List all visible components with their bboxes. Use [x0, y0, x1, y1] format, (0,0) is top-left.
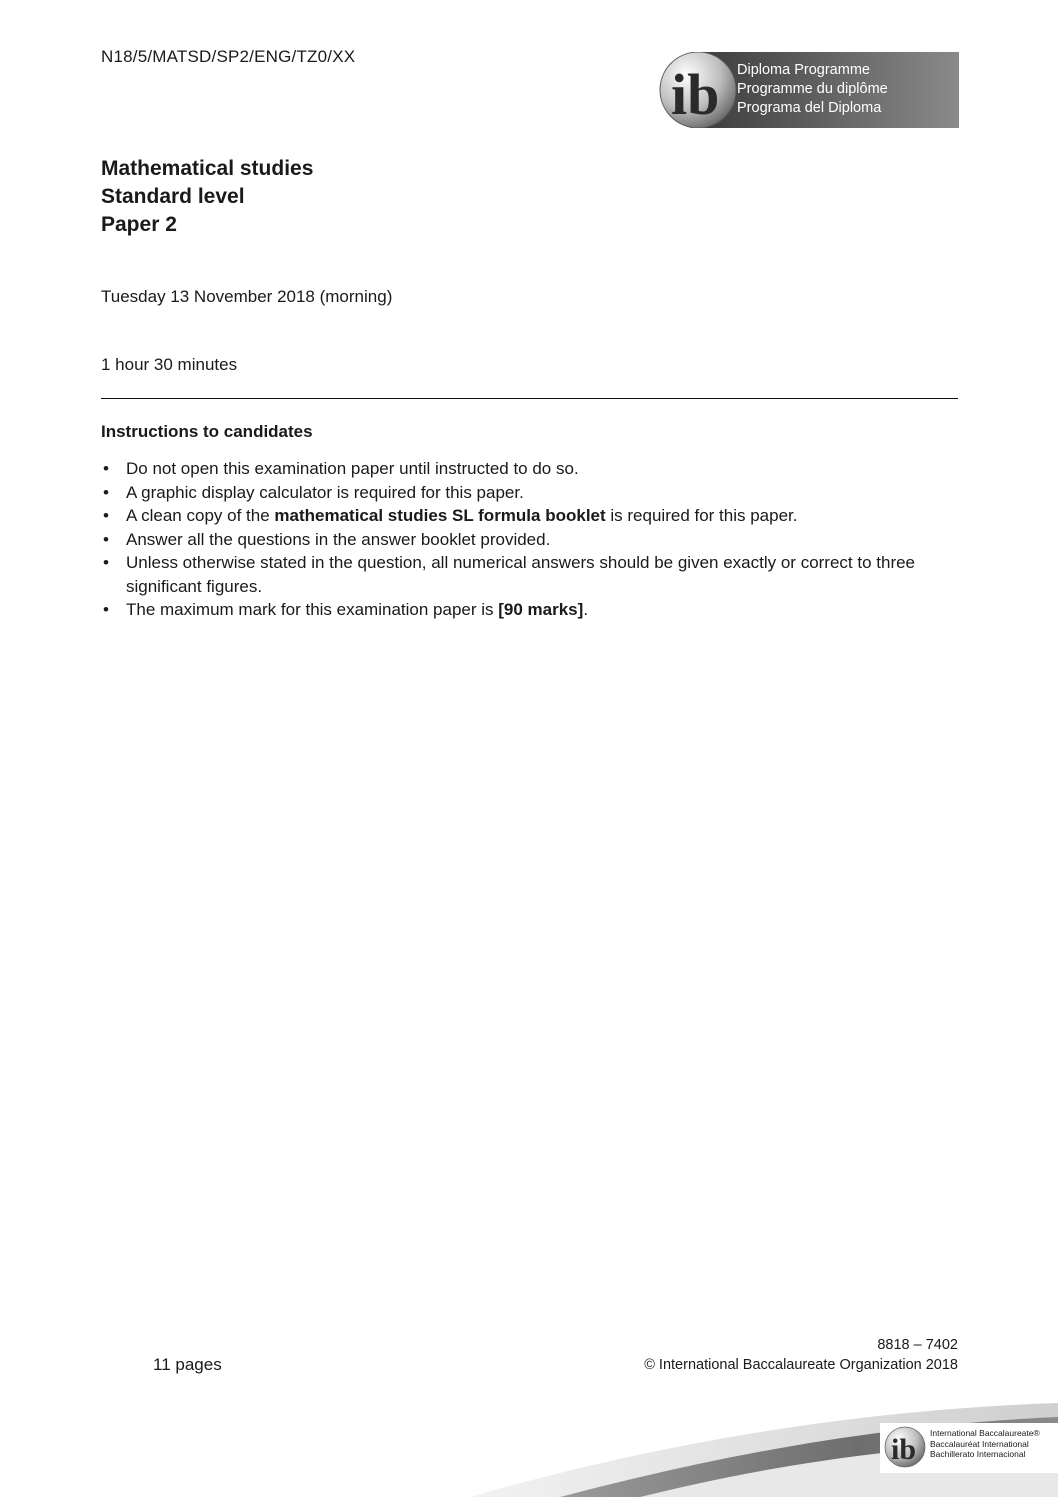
- svg-text:ib: ib: [671, 62, 720, 127]
- ib-line-fr: Baccalauréat International: [930, 1438, 1029, 1449]
- instruction-item: [101, 457, 958, 481]
- subject-title: Mathematical studies: [101, 157, 314, 180]
- formula-booklet-name: mathematical studies SL formula booklet: [274, 506, 606, 525]
- ib-line-es: Bachillerato Internacional: [930, 1449, 1026, 1459]
- bullet-icon: •: [103, 506, 109, 525]
- swoosh-graphic: [0, 1395, 1058, 1497]
- instruction-text: Answer all the questions in the answer booklet provided.: [126, 529, 551, 549]
- logo-line-es: Programa del Diploma: [737, 100, 882, 116]
- footer-swoosh: [0, 1395, 1058, 1497]
- bullet-icon: •: [103, 553, 109, 572]
- ib-diploma-logo: [657, 52, 959, 128]
- paper-code: N18/5/MATSD/SP2/ENG/TZ0/XX: [101, 47, 356, 66]
- instructions-list: [101, 457, 958, 622]
- bullet-icon: •: [103, 482, 109, 502]
- instruction-text: Do not open this examination paper until instructed to do so.: [126, 459, 579, 478]
- instructions-heading: Instructions to candidates: [101, 422, 313, 441]
- bullet-icon: •: [103, 600, 109, 619]
- copyright: © International Baccalaureate Organization 2018: [644, 1357, 958, 1373]
- ib-org-text: [930, 1428, 1040, 1460]
- bullet-icon: •: [103, 459, 109, 478]
- instruction-text: A graphic display calculator is required for this paper.: [126, 482, 524, 502]
- reference-code: 8818 – 7402: [877, 1337, 958, 1353]
- page-count: 11 pages: [153, 1355, 222, 1374]
- instruction-item: [101, 528, 958, 552]
- exam-duration: 1 hour 30 minutes: [101, 355, 238, 374]
- logo-line-en: Diploma Programme: [737, 62, 870, 78]
- instruction-text-post: .: [583, 600, 589, 619]
- level-title: Standard level: [101, 185, 245, 208]
- instruction-text-post: is required for this paper.: [605, 506, 798, 525]
- exam-date: Tuesday 13 November 2018 (morning): [101, 287, 393, 306]
- ib-line-en: International Baccalaureate®: [930, 1428, 1040, 1438]
- bullet-icon: •: [103, 529, 109, 549]
- exam-titles: [101, 155, 313, 239]
- svg-text:ib: ib: [891, 1433, 917, 1466]
- instruction-item: [101, 504, 958, 528]
- paper-title: Paper 2: [101, 213, 177, 236]
- instruction-text-pre: The maximum mark for this examination paper is: [126, 600, 499, 619]
- logo-line-fr: Programme du diplôme: [737, 81, 888, 97]
- instruction-item: [101, 551, 958, 598]
- instruction-item: [101, 598, 958, 622]
- instruction-text: Unless otherwise stated in the question, all numerical answers should be given exactly or correct to three significant figures.: [126, 553, 916, 596]
- logo-text: [737, 61, 888, 118]
- instruction-item: [101, 481, 958, 505]
- instruction-text-pre: A clean copy of the: [126, 506, 275, 525]
- divider: [101, 398, 958, 399]
- max-marks: [90 marks]: [498, 600, 584, 619]
